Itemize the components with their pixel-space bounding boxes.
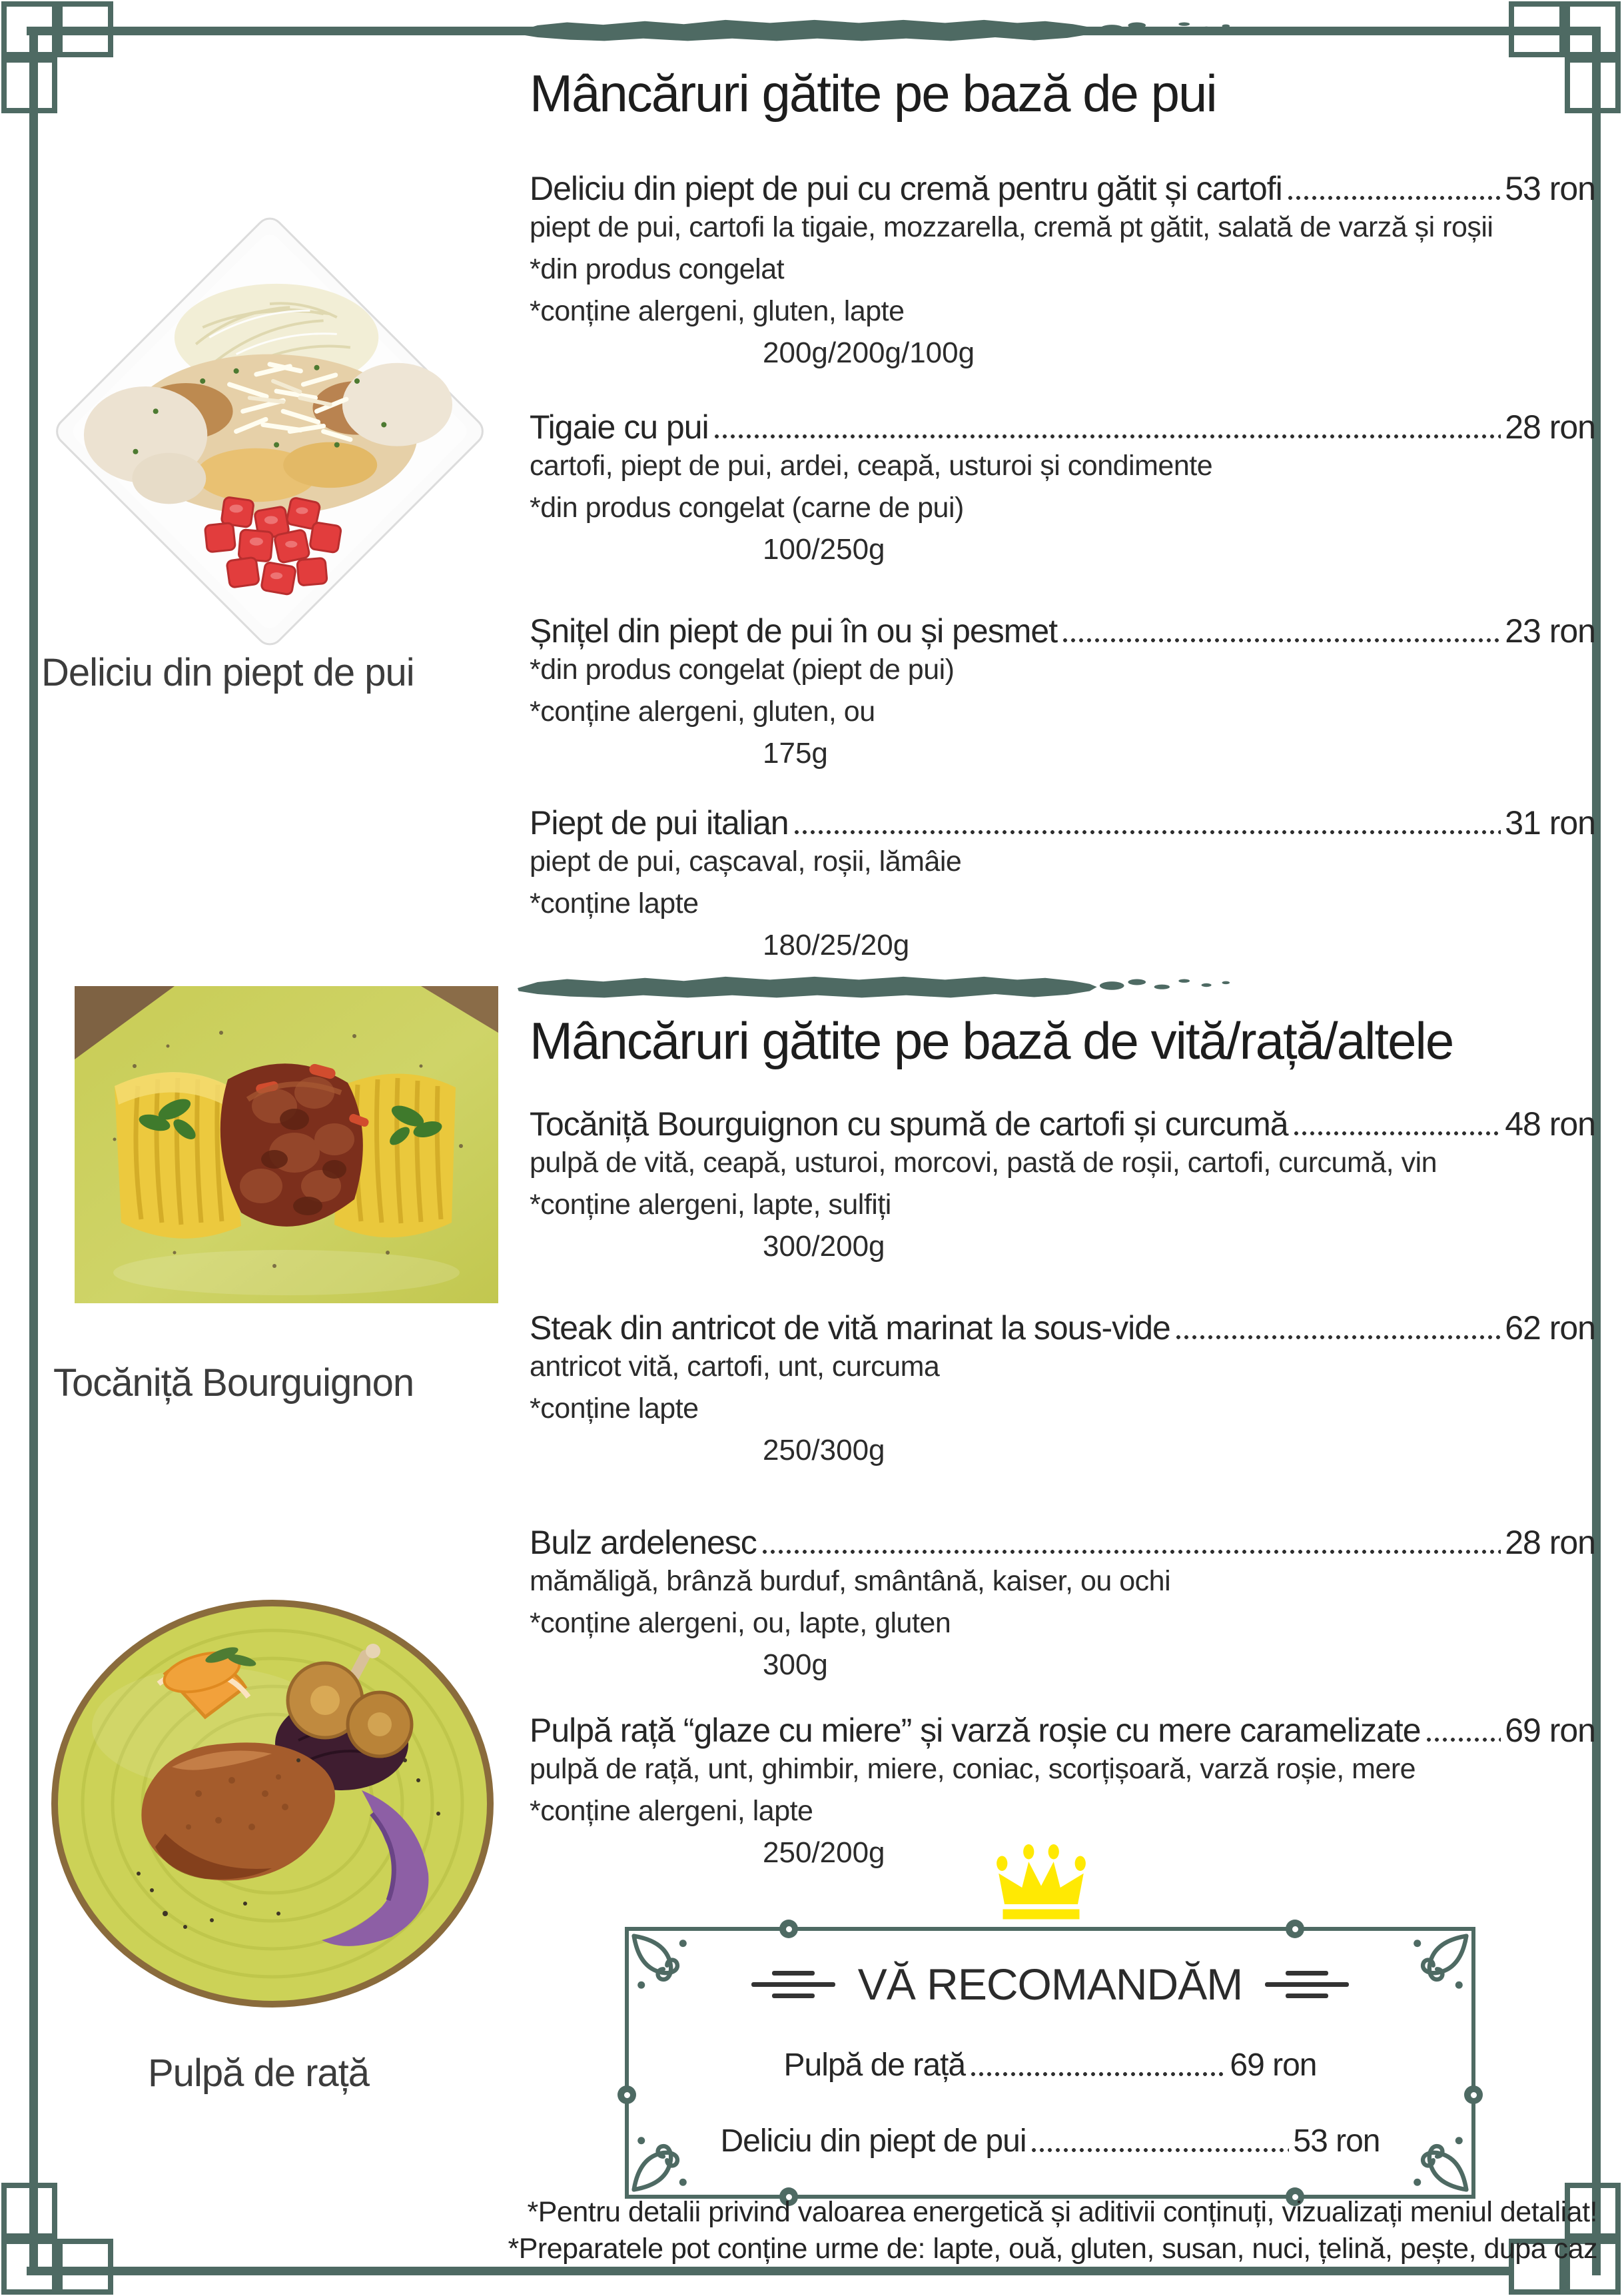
menu-item — [530, 1101, 1595, 1267]
recommended-item-name: Deliciu din piept de pui — [720, 2123, 1026, 2159]
page-border-bottom — [27, 2267, 1511, 2275]
dotted-leader — [1425, 1733, 1501, 1744]
crown-icon — [991, 1834, 1091, 1922]
brush-stroke-divider — [514, 13, 1237, 49]
menu-item-row — [530, 1707, 1595, 1748]
menu-item-portion: 100/250g — [763, 533, 885, 566]
menu-item — [530, 404, 1595, 570]
photo-tocanita-bourguignon — [75, 986, 498, 1303]
menu-item-detail: antricot vită, cartofi, unt, curcuma — [530, 1351, 940, 1383]
menu-item-row — [530, 165, 1595, 207]
menu-item-row — [530, 404, 1595, 445]
menu-item-row — [530, 608, 1595, 649]
border-ring — [1286, 1920, 1304, 1938]
dotted-leader — [1030, 2143, 1289, 2154]
menu-item-note: *conține alergeni, gluten, lapte — [530, 295, 905, 327]
menu-item-portion: 300/200g — [763, 1230, 885, 1263]
menu-item-detail: pulpă de rață, unt, ghimbir, miere, coniac, scorțișoară, varză roșie, mere — [530, 1753, 1416, 1785]
dash-ornament-left — [751, 1971, 835, 1998]
menu-item — [530, 1305, 1595, 1471]
corner-ornament-top-left — [1, 1, 57, 57]
menu-item-price: 62 ron — [1505, 1309, 1595, 1347]
corner-flourish-icon — [631, 2131, 693, 2192]
menu-item-price: 28 ron — [1505, 1524, 1595, 1561]
recommended-item-price: 53 ron — [1293, 2123, 1380, 2159]
deliciu-plate-illustration — [33, 210, 506, 653]
menu-item — [530, 1519, 1595, 1686]
corner-ornament-top-left — [1, 57, 57, 113]
menu-item-note: *din produs congelat — [530, 253, 785, 285]
dotted-leader — [1174, 1331, 1501, 1341]
menu-item-price: 28 ron — [1505, 408, 1595, 446]
menu-item-portion: 300g — [763, 1648, 828, 1681]
menu-item — [530, 165, 1595, 374]
menu-item-name: Deliciu din piept de pui cu cremă pentru gătit și cartofi — [530, 170, 1282, 207]
menu-item-name: Șnițel din piept de pui în ou și pesmet — [530, 612, 1058, 650]
corner-ornament-top-right — [1565, 57, 1621, 113]
menu-item — [530, 608, 1595, 774]
menu-item-price: 69 ron — [1505, 1712, 1595, 1749]
recommendation-title: VĂ RECOMANDĂM — [857, 1960, 1243, 2009]
menu-item-note: *din produs congelat (carne de pui) — [530, 492, 964, 524]
recommended-item — [784, 2048, 1317, 2083]
recommended-item-name: Pulpă de rață — [783, 2047, 966, 2083]
border-ring — [1464, 2085, 1483, 2104]
menu-item-name: Steak din antricot de vită marinat la sous-vide — [530, 1309, 1170, 1347]
corner-ornament-bottom-left — [57, 2239, 113, 2295]
menu-item-detail: cartofi, piept de pui, ardei, ceapă, usturoi și condimente — [530, 450, 1213, 482]
brush-stroke-divider — [514, 970, 1237, 1006]
photo-pulpa-de-rata — [45, 1594, 500, 2016]
dotted-leader — [969, 2067, 1226, 2078]
menu-item-note: *din produs congelat (piept de pui) — [530, 654, 955, 686]
recommendation-box — [625, 1927, 1475, 2199]
dotted-leader — [1292, 1127, 1501, 1137]
dotted-leader — [1286, 191, 1501, 202]
menu-item-detail: piept de pui, cașcaval, roșii, lămâie — [530, 846, 962, 877]
menu-item-note: *conține alergeni, lapte, sulfiți — [530, 1189, 891, 1221]
border-ring — [779, 1920, 798, 1938]
corner-flourish-icon — [631, 1934, 693, 1995]
menu-item-note: *conține alergeni, lapte — [530, 1795, 813, 1827]
menu-item-row — [530, 1305, 1595, 1346]
menu-item-price: 23 ron — [1505, 612, 1595, 650]
footer-note-energy: *Pentru detalii privind valoarea energetică și aditivii conținuți, vizualizați meniul detaliat! — [527, 2196, 1597, 2228]
menu-item-name: Tocăniță Bourguignon cu spumă de cartofi și curcumă — [530, 1105, 1288, 1143]
menu-item-price: 31 ron — [1505, 804, 1595, 842]
corner-ornament-bottom-left — [1, 2239, 57, 2295]
tocanita-plate-illustration — [75, 986, 498, 1303]
corner-flourish-icon — [1408, 1934, 1469, 1995]
recommended-item-price: 69 ron — [1230, 2047, 1317, 2083]
menu-item-portion: 250/300g — [763, 1434, 885, 1466]
dotted-leader — [1061, 634, 1501, 644]
menu-item-name: Pulpă rață “glaze cu miere” și varză roșie cu mere caramelizate — [530, 1712, 1421, 1749]
footer-note-traces: *Preparatele pot conține urme de: lapte, ouă, gluten, susan, nuci, țelină, pește, dupa caz — [508, 2233, 1597, 2265]
menu-item-row — [530, 1519, 1595, 1560]
menu-item-portion: 250/200g — [763, 1836, 885, 1869]
menu-item-price: 48 ron — [1505, 1105, 1595, 1143]
menu-item-note: *conține lapte — [530, 1393, 699, 1425]
corner-ornament-top-right — [1565, 1, 1621, 57]
rata-plate-illustration — [45, 1594, 500, 2016]
section-title-beef-duck: Mâncăruri gătite pe bază de vită/rață/altele — [530, 1011, 1453, 1070]
section-title-chicken: Mâncăruri gătite pe bază de pui — [530, 64, 1216, 123]
menu-item-note: *conține lapte — [530, 887, 699, 919]
menu-item-name: Bulz ardelenesc — [530, 1524, 757, 1561]
recommended-item — [721, 2124, 1380, 2159]
corner-ornament-top-left — [57, 1, 113, 57]
menu-item-detail: piept de pui, cartofi la tigaie, mozzarella, cremă pt gătit, salată de varză și roșii — [530, 211, 1493, 243]
photo-caption-tocanita: Tocăniță Bourguignon — [53, 1361, 414, 1405]
dotted-leader — [793, 826, 1501, 836]
dash-ornament-right — [1265, 1971, 1349, 1998]
photo-deliciu-din-piept-de-pui — [33, 210, 506, 653]
menu-item-portion: 180/25/20g — [763, 929, 910, 961]
menu-item-row — [530, 1101, 1595, 1142]
menu-item-name: Tigaie cu pui — [530, 408, 709, 446]
menu-item-detail: pulpă de vită, ceapă, usturoi, morcovi, pastă de roșii, cartofi, curcumă, vin — [530, 1147, 1437, 1179]
dotted-leader — [761, 1545, 1501, 1556]
corner-ornament-bottom-left — [1, 2183, 57, 2239]
photo-caption-pulpa-de-rata: Pulpă de rață — [148, 2051, 370, 2095]
menu-item-row — [530, 800, 1595, 841]
border-ring — [617, 2085, 636, 2104]
menu-item-name: Piept de pui italian — [530, 804, 789, 842]
corner-ornament-top-right — [1509, 1, 1565, 57]
menu-item-note: *conține alergeni, gluten, ou — [530, 696, 875, 728]
menu-item-note: *conține alergeni, ou, lapte, gluten — [530, 1607, 951, 1639]
recommendation-title-row — [629, 1959, 1471, 2009]
menu-item-price: 53 ron — [1505, 170, 1595, 207]
dotted-leader — [713, 430, 1501, 440]
menu-item-portion: 200g/200g/100g — [763, 336, 975, 369]
corner-flourish-icon — [1408, 2131, 1469, 2192]
menu-item — [530, 800, 1595, 966]
footer-notes — [412, 2194, 1597, 2267]
menu-item-detail: mămăligă, brânză burduf, smântână, kaiser, ou ochi — [530, 1565, 1171, 1597]
menu-item-portion: 175g — [763, 737, 828, 770]
photo-caption-deliciu: Deliciu din piept de pui — [41, 651, 414, 694]
